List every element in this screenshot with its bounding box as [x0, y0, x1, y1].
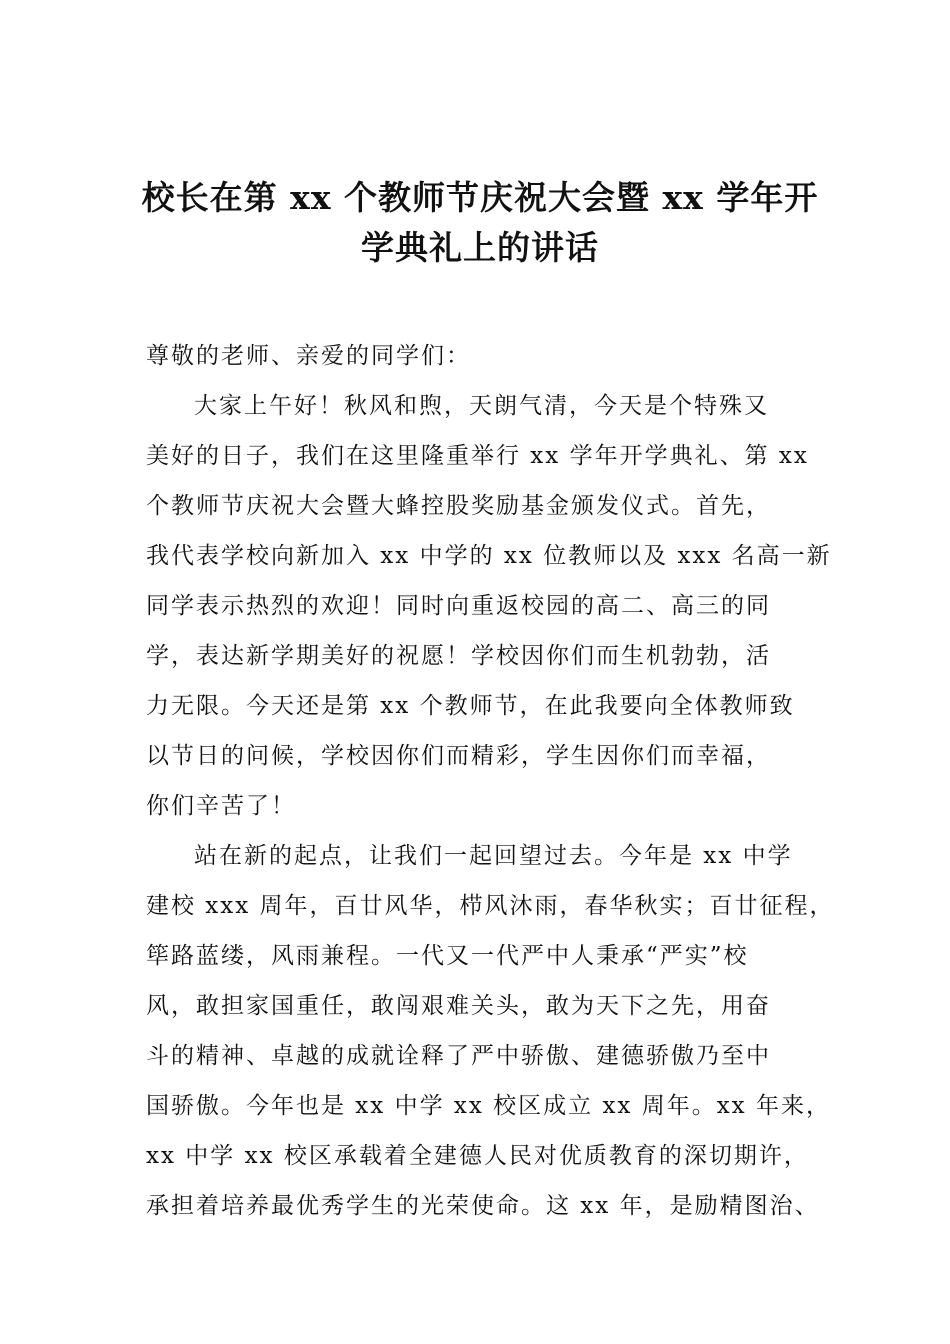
paragraph-1-line-9: 你们辛苦了！ — [146, 793, 296, 819]
paragraph-1-line-8: 以节日的问候，学校因你们而精彩，学生因你们而幸福， — [146, 743, 771, 769]
salutation: 尊敬的老师、亲爱的同学们： — [146, 343, 471, 369]
paragraph-2-line-3: 筚路蓝缕，风雨兼程。一代又一代严中人秉承“严实”校 — [146, 943, 749, 969]
paragraph-2-line-1: 站在新的起点，让我们一起回望过去。今年是 xx 中学 — [194, 843, 793, 869]
paragraph-2-line-6: 国骄傲。今年也是 xx 中学 xx 校区成立 xx 周年。xx 年来， — [146, 1093, 831, 1119]
paragraph-1-line-4: 我代表学校向新加入 xx 中学的 xx 位教师以及 xxx 名高一新 — [146, 543, 832, 569]
paragraph-1-line-1: 大家上午好！秋风和煦，天朗气清，今天是个特殊又 — [194, 393, 769, 419]
paragraph-1-line-3: 个教师节庆祝大会暨大蜂控股奖励基金颁发仪式。首先， — [146, 493, 771, 519]
title-line-1: 校长在第 xx 个教师节庆祝大会暨 xx 学年开 — [141, 178, 819, 217]
paragraph-1-line-7: 力无限。今天还是第 xx 个教师节，在此我要向全体教师致 — [146, 693, 795, 719]
paragraph-2-line-5: 斗的精神、卓越的成就诠释了严中骄傲、建德骄傲乃至中 — [146, 1043, 771, 1069]
paragraph-2-line-7: xx 中学 xx 校区承载着全建德人民对优质教育的深切期许， — [146, 1143, 809, 1169]
paragraph-2-line-2: 建校 xxx 周年，百廿风华，栉风沐雨，春华秋实；百廿征程， — [146, 893, 835, 919]
title-line-2: 学典礼上的讲话 — [361, 228, 599, 267]
paragraph-1-line-2: 美好的日子，我们在这里隆重举行 xx 学年开学典礼、第 xx — [146, 443, 809, 469]
document-body — [146, 331, 836, 1231]
paragraph-2-line-8: 承担着培养最优秀学生的光荣使命。这 xx 年，是励精图治、 — [146, 1193, 820, 1219]
paragraph-1-line-5: 同学表示热烈的欢迎！同时向重返校园的高二、高三的同 — [146, 593, 771, 619]
paragraph-1-line-6: 学，表达新学期美好的祝愿！学校因你们而生机勃勃，活 — [146, 643, 771, 669]
paragraph-2-line-4: 风，敢担家国重任，敢闯艰难关头，敢为天下之先，用奋 — [146, 993, 771, 1019]
document-title — [140, 173, 820, 273]
